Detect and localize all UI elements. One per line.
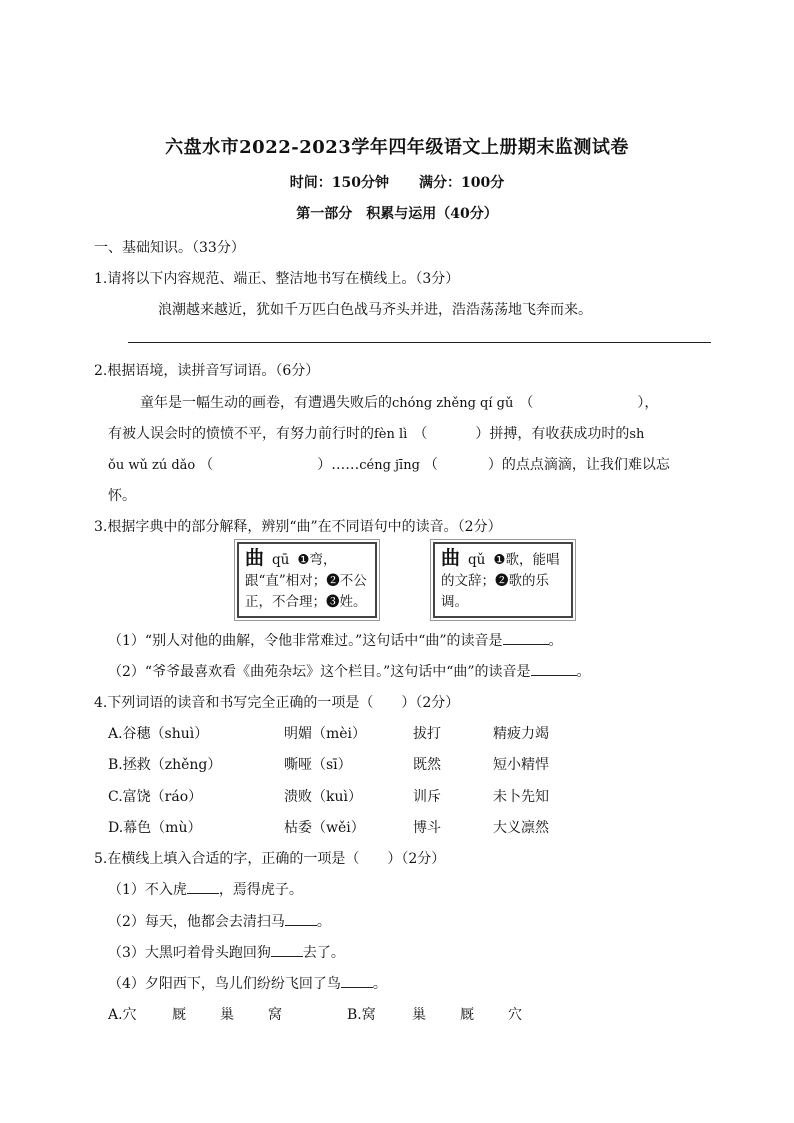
paren-close: ）的点点滴滴，让我们难以忘 [487, 457, 670, 473]
option-word: 短小精悍 [493, 757, 549, 773]
paren-open: （ [519, 395, 534, 411]
dictionary-entry-qu1 [237, 542, 377, 618]
option-word: 训斥 [413, 789, 441, 805]
pinyin: céng jīng [359, 458, 420, 473]
dictionary-entry-qu3 [433, 542, 573, 618]
q3-sentence1 [108, 630, 563, 650]
q5-text: 。 [316, 914, 331, 930]
option-word: C.富饶（ráo） [108, 789, 203, 805]
option-word: 既然 [413, 757, 441, 773]
option-word: 未卜先知 [493, 789, 549, 805]
score-label: 满分：100分 [419, 175, 505, 191]
q3-text: （2）“爷爷最喜欢看《曲苑杂坛》这个栏目。”这句话中“曲”的读音是 [108, 664, 531, 680]
page-title: 六盘水市2022-2023学年四年级语文上册期末监测试卷 [165, 137, 629, 158]
q3-text: （1）“别人对他的曲解，令他非常难过。”这句话中“曲”的读音是 [108, 633, 503, 649]
entry-definition: ❶弯，跟“直”相对；❷不公正，不合理；❸姓。 [245, 552, 367, 610]
entry-pinyin: qǔ [468, 552, 486, 568]
fill-underline[interactable] [271, 943, 303, 957]
option-word: 枯委（wěi） [284, 820, 365, 836]
option-word: 明媚（mèi） [284, 726, 367, 742]
option-b-char: 穴 [508, 1007, 522, 1023]
paren-open: （ [413, 426, 428, 442]
paren-close: ）， [637, 395, 659, 411]
answer-underline-2[interactable] [531, 662, 577, 676]
option-a-char: A.穴 [108, 1007, 137, 1023]
q1-writing-line[interactable] [128, 342, 711, 343]
option-b-char: 厩 [460, 1007, 474, 1023]
q5-text: （2）每天，他都会去清扫马 [108, 914, 285, 930]
pinyin: ǒu wǔ zú dǎo [108, 458, 196, 473]
option-word: 博斗 [413, 820, 441, 836]
paren-close: ）…… [317, 457, 360, 473]
option-word: 精疲力竭 [493, 726, 549, 742]
option-word: 拔打 [413, 726, 441, 742]
q2-line1 [140, 392, 658, 412]
q5-stem: 5.在横线上填入合适的字，正确的一项是（ ）（2分） [94, 851, 446, 867]
option-b-char: B.窝 [347, 1007, 376, 1023]
period: 。 [548, 633, 563, 649]
q5-item-3 [108, 942, 345, 962]
q5-item-2 [108, 911, 331, 931]
option-word: 嘶哑（sī） [284, 757, 352, 773]
option-word: B.拯救（zhěng） [108, 757, 222, 773]
option-a-char: 窝 [268, 1007, 282, 1023]
option-word: A.谷穗（shuì） [108, 726, 209, 742]
option-b-char: 巢 [412, 1007, 426, 1023]
q2-text: 有被人误会时的愤愤不平，有努力前行时的 [108, 426, 374, 442]
option-a-char: 巢 [220, 1007, 234, 1023]
entry-char: 曲 [441, 547, 461, 569]
q4-stem: 4.下列词语的读音和书写完全正确的一项是（ ）（2分） [94, 695, 460, 711]
option-word: 大义凛然 [493, 820, 549, 836]
option-a-char: 厩 [172, 1007, 186, 1023]
q1-stem: 1.请将以下内容规范、端正、整洁地书写在横线上。（3分） [94, 271, 460, 287]
q5-text: （3）大黑叼着骨头跑回狗 [108, 945, 271, 961]
q5-text: 。 [372, 976, 387, 992]
q5-text: ，焉得虎子。 [218, 882, 303, 898]
option-word: D.幕色（mù） [108, 820, 202, 836]
entry-definition: ❶歌，能唱的文辞；❷歌的乐调。 [441, 552, 560, 610]
q3-stem: 3.根据字典中的部分解释，辨别“曲”在不同语句中的读音。（2分） [94, 519, 502, 535]
paren-open: （ [199, 457, 214, 473]
pinyin: chóng zhěng qí gǔ [392, 396, 514, 411]
exam-info [0, 172, 794, 192]
q2-stem: 2.根据语境，读拼音写词语。（6分） [94, 363, 320, 379]
entry-pinyin: qū [272, 552, 290, 568]
q5-text: （4）夕阳西下，鸟儿们纷纷飞回了鸟 [108, 976, 341, 992]
q2-text: 童年是一幅生动的画卷，有遭遇失败后的 [140, 395, 392, 411]
q2-line3 [108, 454, 670, 474]
part-heading: 第一部分 积累与运用（40分） [296, 206, 498, 222]
fill-underline[interactable] [187, 880, 219, 894]
q1-text: 浪潮越来越近，犹如千万匹白色战马齐头并进，浩浩荡荡地飞奔而来。 [158, 302, 592, 318]
q5-text: （1）不入虎 [108, 882, 187, 898]
q5-item-4 [108, 973, 387, 993]
period: 。 [576, 664, 591, 680]
q5-text: 去了。 [302, 945, 345, 961]
section-heading: 一、基础知识。（33分） [94, 240, 245, 256]
answer-underline-1[interactable] [503, 631, 549, 645]
fill-underline[interactable] [341, 974, 373, 988]
time-label: 时间：150分钟 [289, 175, 389, 191]
entry-char: 曲 [245, 547, 265, 569]
q3-sentence2 [108, 661, 591, 681]
pinyin: fèn lì [374, 427, 408, 442]
fill-underline[interactable] [285, 912, 317, 926]
pinyin: sh [629, 427, 645, 442]
option-word: 溃败（kuì） [284, 789, 362, 805]
paren-close: ）拼搏，有收获成功时的 [475, 426, 630, 442]
q2-line4: 怀。 [108, 488, 136, 504]
paren-open: （ [423, 457, 438, 473]
q5-item-1 [108, 879, 303, 899]
q2-line2 [108, 423, 644, 443]
